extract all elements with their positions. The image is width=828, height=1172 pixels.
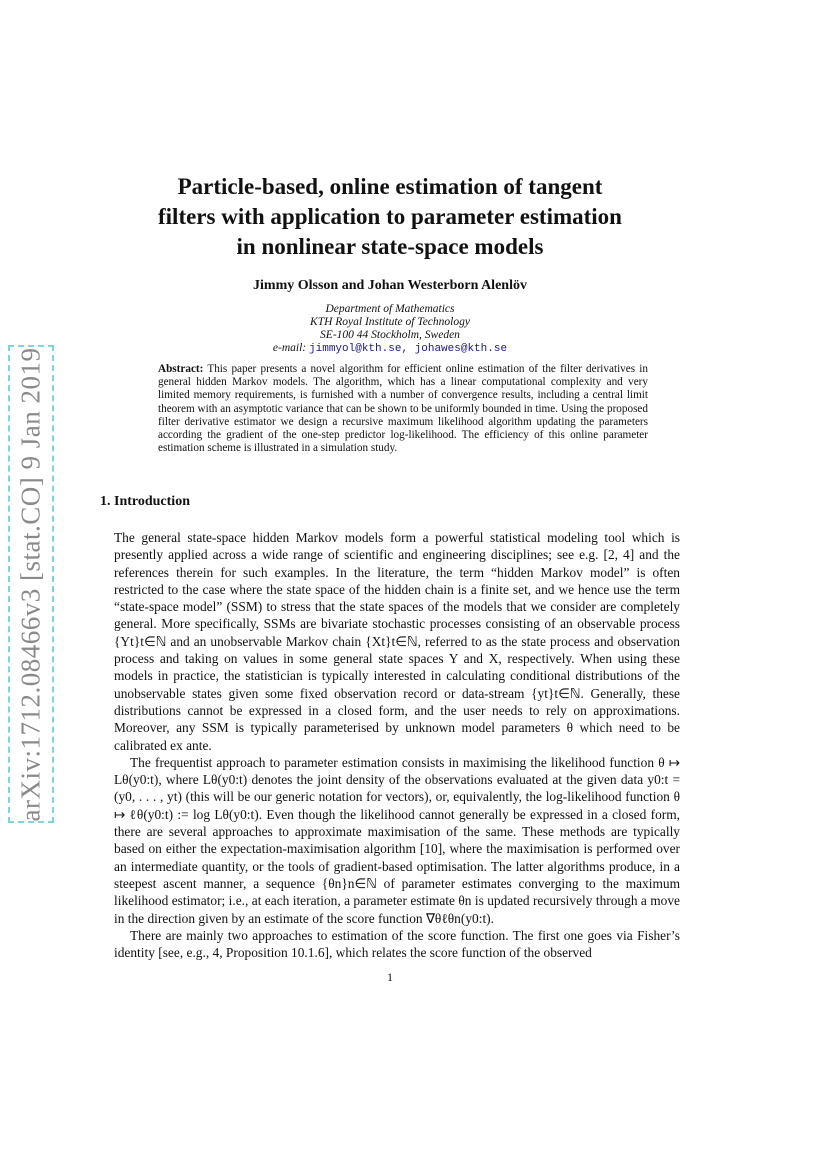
- affiliation: [100, 303, 680, 356]
- paragraph-1: The general state-space hidden Markov models form a powerful statistical modeling tool which is presently applied across a wide range of scientific and engineering disciplines; see e.g. [2, 4] and the references therein for such examples. In the literature, the term “hidden Markov model” is often restricted to the case where the state space of the hidden chain is a finite set, and we hence use the term “state-space model” (SSM) to stress that the state spaces of the models that we consider are completely general. More specifically, SSMs are bivariate stochastic processes consisting of an observable process {Yt}t∈ℕ and an unobservable Markov chain {Xt}t∈ℕ, referred to as the state process and observation process and taking on values in some general state spaces Y and X, respectively. When using these models in practice, the statistician is typically interested in calculating conditional distributions of the unobservable states given some fixed observation record or data-stream {yt}t∈ℕ. Generally, these distributions cannot be expressed in a closed form, and the user needs to rely on approximations. Moreover, any SSM is typically parameterised by unknown model parameters θ which need to be calibrated ex ante.: [114, 530, 680, 753]
- introduction-body: [114, 529, 680, 961]
- abstract-text: This paper presents a novel algorithm for efficient online estimation of the filter derivatives in general hidden Markov models. The algorithm, which has a linear computational complexity and very limited memory requirements, is furnished with a number of convergence results, including a central limit theorem with an asymptotic variance that can be shown to be uniformly bounded in time. Using the proposed filter derivative estimator we design a recursive maximum likelihood algorithm updating the parameters according the gradient of the one-step predictor log-likelihood. The efficiency of this online parameter estimation scheme is illustrated in a simulation study.: [158, 363, 648, 455]
- arxiv-identifier-stamp: [8, 345, 54, 823]
- paragraph-3: There are mainly two approaches to estimation of the score function. The first one goes via Fisher’s identity [see, e.g., 4, Proposition 10.1.6], which relates the score function of the observed: [114, 927, 680, 961]
- paragraph-2: The frequentist approach to parameter estimation consists in maximising the likelihood function θ ↦ Lθ(y0:t), where Lθ(y0:t) denotes the joint density of the observations evaluated at the given data y0:t = (y0, . . . , yt) (this will be our generic notation for vectors), or, equivalently, the log-likelihood function θ ↦ ℓθ(y0:t) := log Lθ(y0:t). Even though the likelihood cannot generally be expressed in a closed form, there are several approaches to approximate maximisation of the same. These methods are typically based on either the expectation-maximisation algorithm [10], where the maximisation is performed over an intermediate quantity, or the tools of gradient-based optimisation. The latter algorithms produce, in a steepest ascent manner, a sequence {θn}n∈ℕ of parameter estimates converging to the maximum likelihood estimator; i.e., at each iteration, a parameter estimate θn is updated recursively through a move in the direction given by an estimate of the score function ∇θℓθn(y0:t).: [114, 754, 680, 926]
- title-line-1: Particle-based, online estimation of tangent: [177, 174, 603, 199]
- email-link-1[interactable]: jimmyol@kth.se: [309, 343, 402, 355]
- title-line-3: in nonlinear state-space models: [236, 234, 544, 259]
- affiliation-address: SE-100 44 Stockholm, Sweden: [320, 329, 460, 341]
- email-separator: ,: [401, 343, 415, 355]
- arxiv-identifier-text: arXiv:1712.08466v3 [stat.CO] 9 Jan 2019: [15, 347, 46, 821]
- affiliation-institute: KTH Royal Institute of Technology: [310, 316, 470, 328]
- email-link-2[interactable]: johawes@kth.se: [414, 343, 508, 355]
- authors: Jimmy Olsson and Johan Westerborn Alenlöv: [253, 278, 527, 293]
- affiliation-email-line: [100, 342, 680, 356]
- paper-title: [100, 172, 680, 262]
- title-line-2: filters with application to parameter estimation: [158, 204, 622, 229]
- section-heading-introduction: 1. Introduction: [100, 494, 190, 509]
- affiliation-department: Department of Mathematics: [325, 303, 455, 315]
- email-label: e-mail:: [272, 342, 310, 354]
- abstract-label: Abstract:: [158, 363, 204, 375]
- abstract: [158, 363, 648, 455]
- page-number: 1: [387, 970, 393, 984]
